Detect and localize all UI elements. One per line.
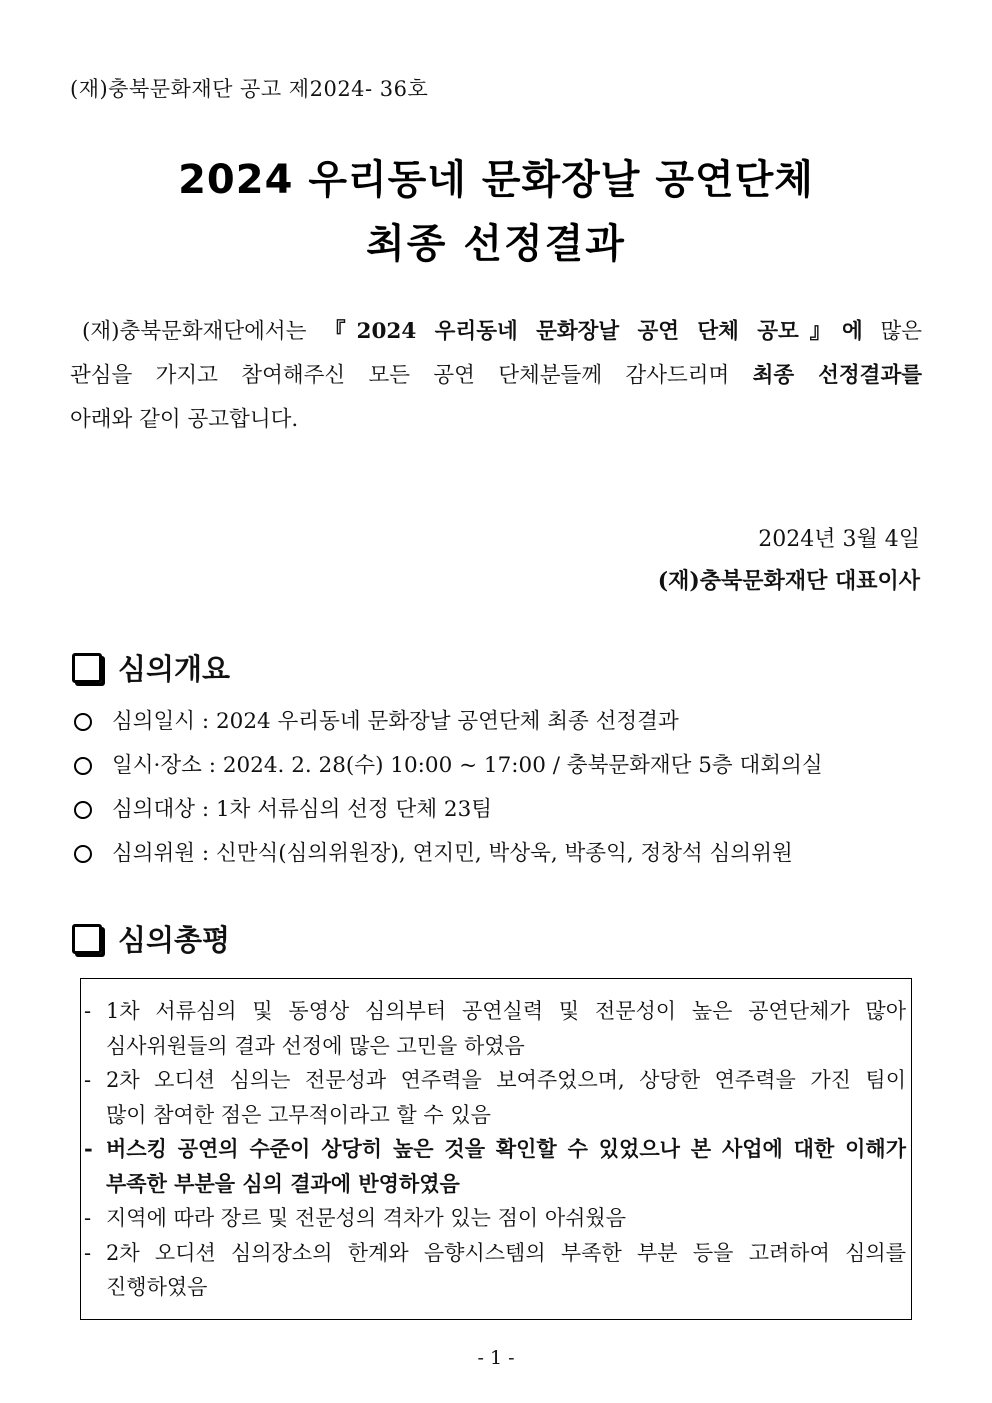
overview-item: 일시·장소 : 2024. 2. 28(수) 10:00 ~ 17:00 / 충북문화재단 5층 대회의실 — [74, 744, 823, 788]
notice-number: (재)충북문화재단 공고 제2024- 36호 — [70, 77, 429, 101]
review-heading-label: 심의총평 — [118, 923, 231, 957]
review-item: - 1차 서류심의 및 동영상 심의부터 공연실력 및 전문성이 높은 공연단체가 많아 심사위원들의 결과 선정에 많은 고민을 하였음 — [84, 999, 906, 1058]
overview-item: 심의위원 : 신만식(심의위원장), 연지민, 박상욱, 박종익, 정창석 심의위원 — [74, 832, 823, 876]
overview-item: 심의대상 : 1차 서류심의 선정 단체 23팀 — [74, 788, 823, 832]
review-heading — [72, 918, 230, 959]
review-item: - 지역에 따라 장르 및 전문성의 격차가 있는 점이 아쉬웠음 — [84, 1206, 626, 1230]
review-item: - 2차 오디션 심의장소의 한계와 음향시스템의 부족한 부분 등을 고려하여 심의를 진행하였음 — [84, 1240, 906, 1299]
circle-bullet-icon — [74, 757, 92, 775]
signer: (재)충북문화재단 대표이사 — [657, 568, 920, 594]
review-item: - 2차 오디션 심의는 전문성과 연주력을 보여주었으며, 상당한 연주력을 가진 팀이 많이 참여한 점은 고무적이라고 할 수 있음 — [84, 1068, 906, 1127]
circle-bullet-icon — [74, 845, 92, 863]
overview-heading — [72, 647, 230, 688]
circle-bullet-icon — [74, 801, 92, 819]
intro-final-result: 최종 선정결과를 — [752, 363, 922, 388]
announcement-date: 2024년 3월 4일 — [758, 527, 920, 552]
intro-line-3: 아래와 같이 공고합니다. — [70, 407, 299, 432]
review-item: - 버스킹 공연의 수준이 상당히 높은 것을 확인할 수 있었으나 본 사업에 대한 이해가 부족한 부분을 심의 결과에 반영하였음 — [84, 1136, 906, 1196]
checkbox-square-icon — [72, 653, 102, 683]
document-title-line-1: 2024 우리동네 문화장날 공연단체 — [178, 157, 814, 203]
document-title-line-2: 최종 선정결과 — [366, 221, 626, 267]
intro-line-1: (재)충북문화재단에서는 『2024 우리동네 문화장날 공연 단체 공모』에 많은 — [82, 319, 922, 344]
circle-bullet-icon — [74, 713, 92, 731]
overview-item: 심의일시 : 2024 우리동네 문화장날 공연단체 최종 선정결과 — [74, 700, 823, 744]
overview-heading-label: 심의개요 — [118, 652, 231, 686]
checkbox-square-icon — [72, 924, 102, 954]
overview-list — [74, 700, 823, 876]
intro-paragraph — [70, 310, 922, 442]
page-number: - 1 - — [477, 1347, 515, 1369]
intro-contest-name: 『2024 우리동네 문화장날 공연 단체 공모』에 — [324, 319, 863, 344]
review-list — [84, 994, 906, 1305]
intro-line-2: 관심을 가지고 참여해주신 모든 공연 단체분들께 감사드리며 최종 선정결과를 — [70, 363, 922, 388]
